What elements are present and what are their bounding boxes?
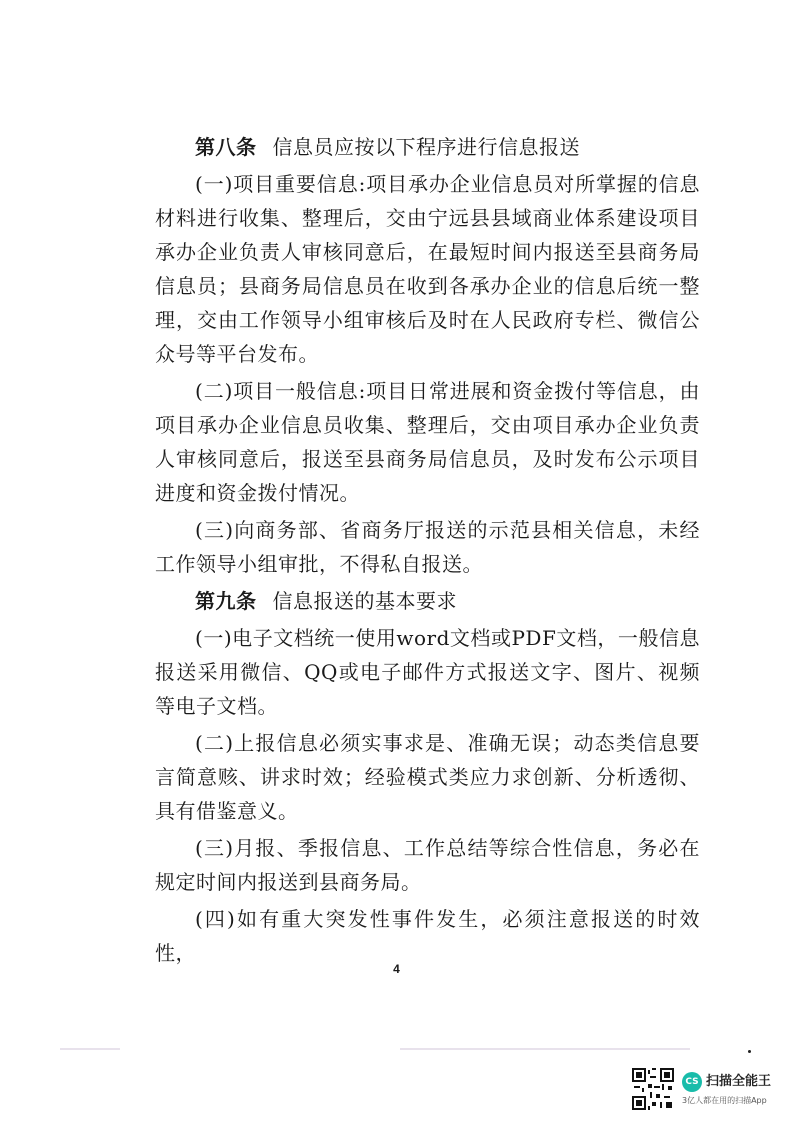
article-9-item-1: (一)电子文档统一使用word文档或PDF文档，一般信息报送采用微信、QQ或电子邮件方式报送文字、图片、视频等电子文档。	[155, 626, 700, 718]
article-8-item-1: (一)项目重要信息:项目承办企业信息员对所掌握的信息材料进行收集、整理后，交由宁远县县域商业体系建设项目承办企业负责人审核同意后，在最短时间内报送至县商务局信息员；县商务局信息员在收到各承办企业的信息后统一整理，交由工作领导小组审核后及时在人民政府专栏、微信公众号等平台发布。	[155, 172, 700, 366]
scanner-watermark	[632, 1068, 782, 1112]
scan-dot	[748, 1050, 751, 1053]
scan-artifact	[60, 1048, 120, 1050]
article-9-number: 第九条	[195, 589, 257, 613]
scan-artifact	[400, 1048, 690, 1050]
qr-code-icon	[632, 1068, 674, 1110]
camscanner-logo: CS	[682, 1072, 702, 1092]
article-9-item-3: (三)月报、季报信息、工作总结等综合性信息，务必在规定时间内报送到县商务局。	[155, 836, 700, 894]
article-9-title: 信息报送的基本要求	[272, 589, 457, 613]
article-8-title: 信息员应按以下程序进行信息报送	[272, 135, 580, 159]
article-8-item-3: (三)向商务部、省商务厅报送的示范县相关信息，未经工作领导小组审批，不得私自报送。	[155, 518, 700, 576]
article-8-number: 第八条	[195, 135, 257, 159]
document-body	[155, 130, 700, 973]
watermark-slogan: 3亿人都在用的扫描App	[682, 1096, 767, 1105]
article-8-heading	[155, 130, 700, 164]
article-9-item-4: (四)如有重大突发性事件发生，必须注意报送的时效性，	[155, 907, 700, 965]
article-9-heading	[155, 584, 700, 618]
article-8-item-2: (二)项目一般信息:项目日常进展和资金拨付等信息，由项目承办企业信息员收集、整理后，交由项目承办企业负责人审核同意后，报送至县商务局信息员，及时发布公示项目进度和资金拨付情况。	[155, 379, 700, 505]
article-9-item-2: (二)上报信息必须实事求是、准确无误；动态类信息要言简意赅、讲求时效；经验模式类应力求创新、分析透彻、具有借鉴意义。	[155, 731, 700, 823]
watermark-app-name: 扫描全能王	[706, 1074, 772, 1089]
page-number: 4	[393, 962, 400, 976]
